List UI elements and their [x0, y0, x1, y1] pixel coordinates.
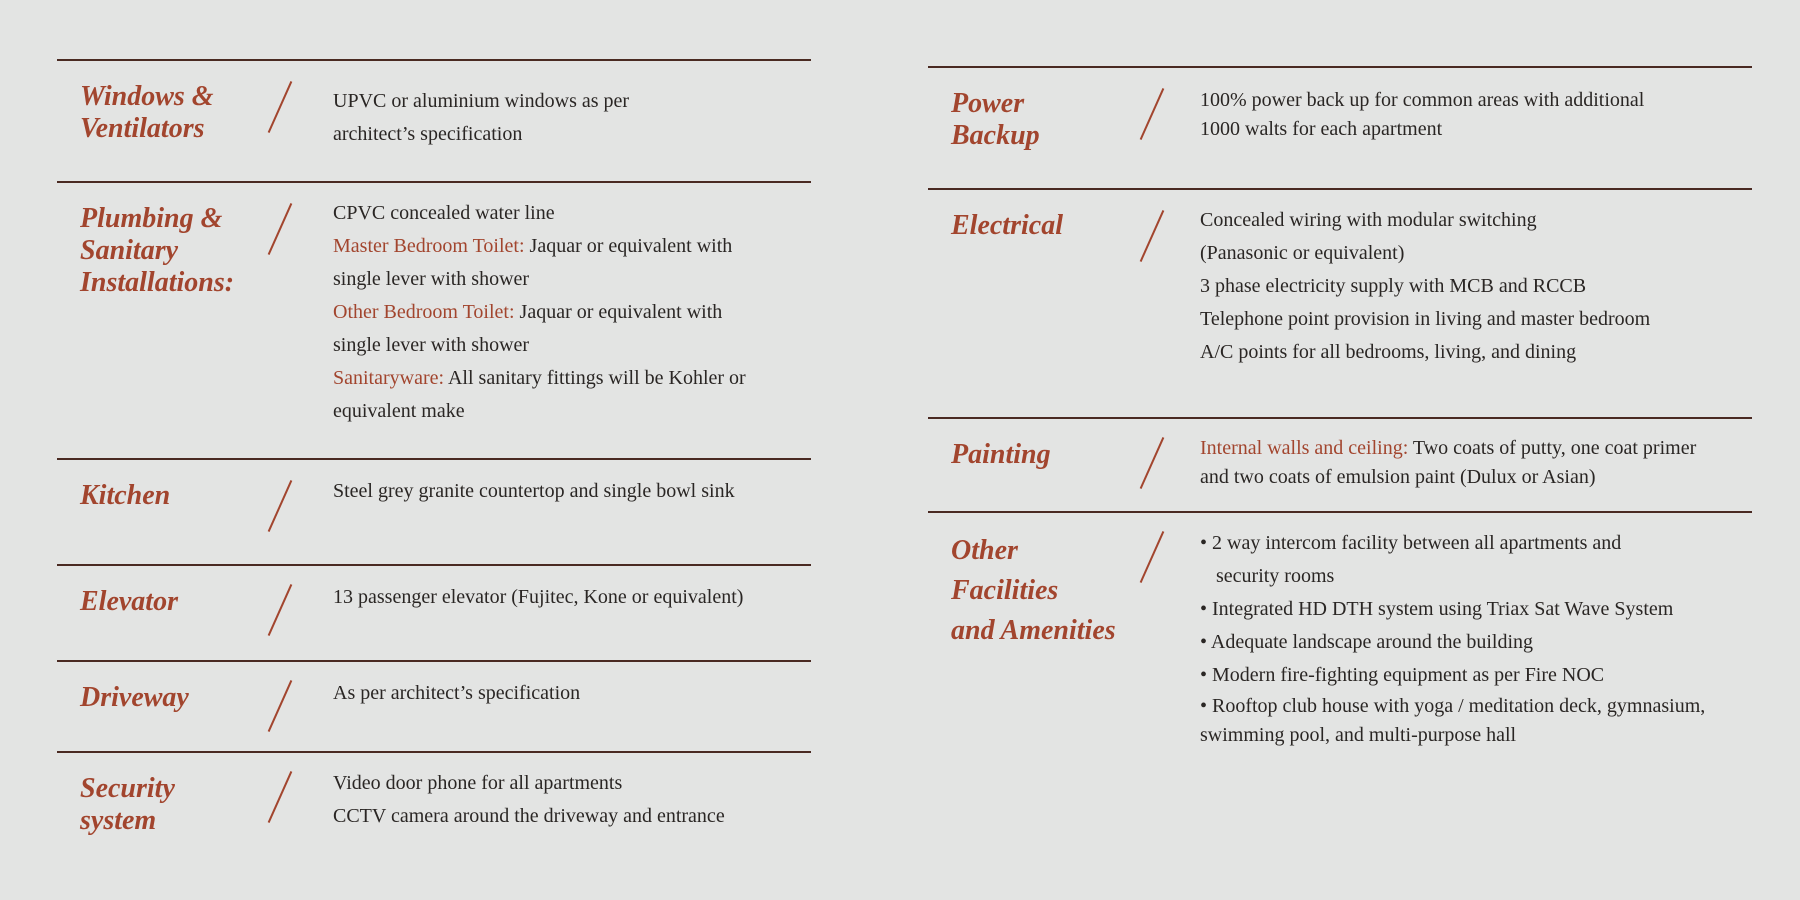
spec-section-windows: [57, 59, 811, 183]
section-heading: [80, 81, 214, 145]
section-heading: Painting: [951, 439, 1051, 470]
section-heading: [80, 773, 175, 837]
section-body: [333, 767, 803, 833]
body-line: single lever with shower: [333, 334, 530, 356]
body-line: 13 passenger elevator (Fujitec, Kone or equivalent): [333, 586, 744, 608]
body-text: All sanitary fittings will be Kohler or: [444, 367, 746, 389]
slash-divider-icon: [1140, 210, 1165, 262]
slash-divider-icon: [268, 81, 293, 133]
body-line: and two coats of emulsion paint (Dulux or Asian): [1200, 466, 1596, 488]
body-line: Concealed wiring with modular switching: [1200, 209, 1537, 231]
body-line: • Adequate landscape around the building: [1200, 631, 1534, 653]
section-heading: Driveway: [80, 682, 189, 713]
heading-line: Sanitary: [80, 235, 179, 266]
heading-line: Facilities: [951, 575, 1059, 606]
body-line: (Panasonic or equivalent): [1200, 242, 1405, 264]
section-heading: [951, 88, 1040, 152]
body-line: architect’s specification: [333, 123, 523, 145]
spec-section-elevator: [57, 564, 811, 662]
heading-line: Backup: [951, 120, 1040, 151]
section-body: [333, 85, 803, 151]
body-line: security rooms: [1216, 565, 1335, 587]
spec-section-driveway: [57, 660, 811, 753]
body-label: Sanitaryware:: [333, 367, 445, 389]
section-heading: [80, 203, 234, 299]
spec-section-other-facilities: [928, 511, 1752, 773]
slash-divider-icon: [268, 771, 293, 823]
body-line: [1200, 434, 1748, 463]
heading-line: Plumbing &: [80, 203, 223, 234]
body-line: UPVC or aluminium windows as per: [333, 90, 630, 112]
section-body: [1200, 434, 1748, 492]
body-line: • Modern fire-fighting equipment as per Fire NOC: [1200, 664, 1605, 686]
section-body: [1200, 527, 1748, 750]
heading-line: Power: [951, 88, 1025, 119]
slash-divider-icon: [1140, 531, 1165, 583]
body-line: 100% power back up for common areas with additional: [1200, 89, 1645, 111]
body-line: • 2 way intercom facility between all apartments and: [1200, 532, 1622, 554]
section-body: [333, 677, 803, 710]
spec-section-painting: [928, 417, 1752, 513]
body-label: Master Bedroom Toilet:: [333, 235, 525, 257]
spec-section-electrical: [928, 188, 1752, 419]
heading-line: Other: [951, 535, 1018, 566]
heading-line: Security: [80, 773, 175, 804]
section-heading: Electrical: [951, 210, 1063, 241]
section-heading: [951, 531, 1116, 651]
slash-divider-icon: [268, 680, 293, 732]
slash-divider-icon: [1140, 437, 1165, 489]
body-label: Other Bedroom Toilet:: [333, 301, 515, 323]
section-body: [333, 197, 803, 428]
section-body: [333, 581, 803, 614]
heading-line: Ventilators: [80, 113, 205, 144]
section-body: [1200, 204, 1748, 369]
section-heading: Kitchen: [80, 480, 171, 511]
spec-section-plumbing: [57, 181, 811, 460]
slash-divider-icon: [1140, 88, 1165, 140]
slash-divider-icon: [268, 584, 293, 636]
body-text: Jaquar or equivalent with: [514, 301, 723, 323]
heading-line: system: [80, 805, 157, 836]
body-line: equivalent make: [333, 400, 465, 422]
body-line: [333, 230, 803, 263]
body-line: [333, 362, 803, 395]
heading-line: and Amenities: [951, 615, 1116, 646]
body-line: • Integrated HD DTH system using Triax Sat Wave System: [1200, 598, 1674, 620]
body-line: As per architect’s specification: [333, 682, 581, 704]
body-line: CCTV camera around the driveway and entrance: [333, 805, 725, 827]
section-body: [1200, 86, 1748, 144]
body-line: Telephone point provision in living and master bedroom: [1200, 308, 1651, 330]
spec-section-security: [57, 751, 811, 873]
body-line: Video door phone for all apartments: [333, 772, 623, 794]
body-text: Jaquar or equivalent with: [524, 235, 733, 257]
body-line: [333, 296, 803, 329]
body-label: Internal walls and ceiling:: [1200, 437, 1409, 459]
body-line: swimming pool, and multi-purpose hall: [1200, 724, 1517, 746]
body-line: CPVC concealed water line: [333, 202, 555, 224]
spec-section-power-backup: [928, 66, 1752, 190]
body-line: 3 phase electricity supply with MCB and RCCB: [1200, 275, 1587, 297]
body-line: 1000 walts for each apartment: [1200, 118, 1443, 140]
body-text: Two coats of putty, one coat primer: [1408, 437, 1697, 459]
section-heading: Elevator: [80, 586, 178, 617]
slash-divider-icon: [268, 480, 293, 532]
section-body: [333, 475, 803, 508]
body-line: • Rooftop club house with yoga / meditation deck, gymnasium,: [1200, 695, 1706, 717]
body-line: single lever with shower: [333, 268, 530, 290]
body-line: Steel grey granite countertop and single bowl sink: [333, 480, 735, 502]
slash-divider-icon: [268, 203, 293, 255]
heading-line: Windows &: [80, 81, 214, 112]
spec-section-kitchen: [57, 458, 811, 566]
heading-line: Installations:: [80, 267, 235, 298]
body-line: A/C points for all bedrooms, living, and dining: [1200, 341, 1577, 363]
